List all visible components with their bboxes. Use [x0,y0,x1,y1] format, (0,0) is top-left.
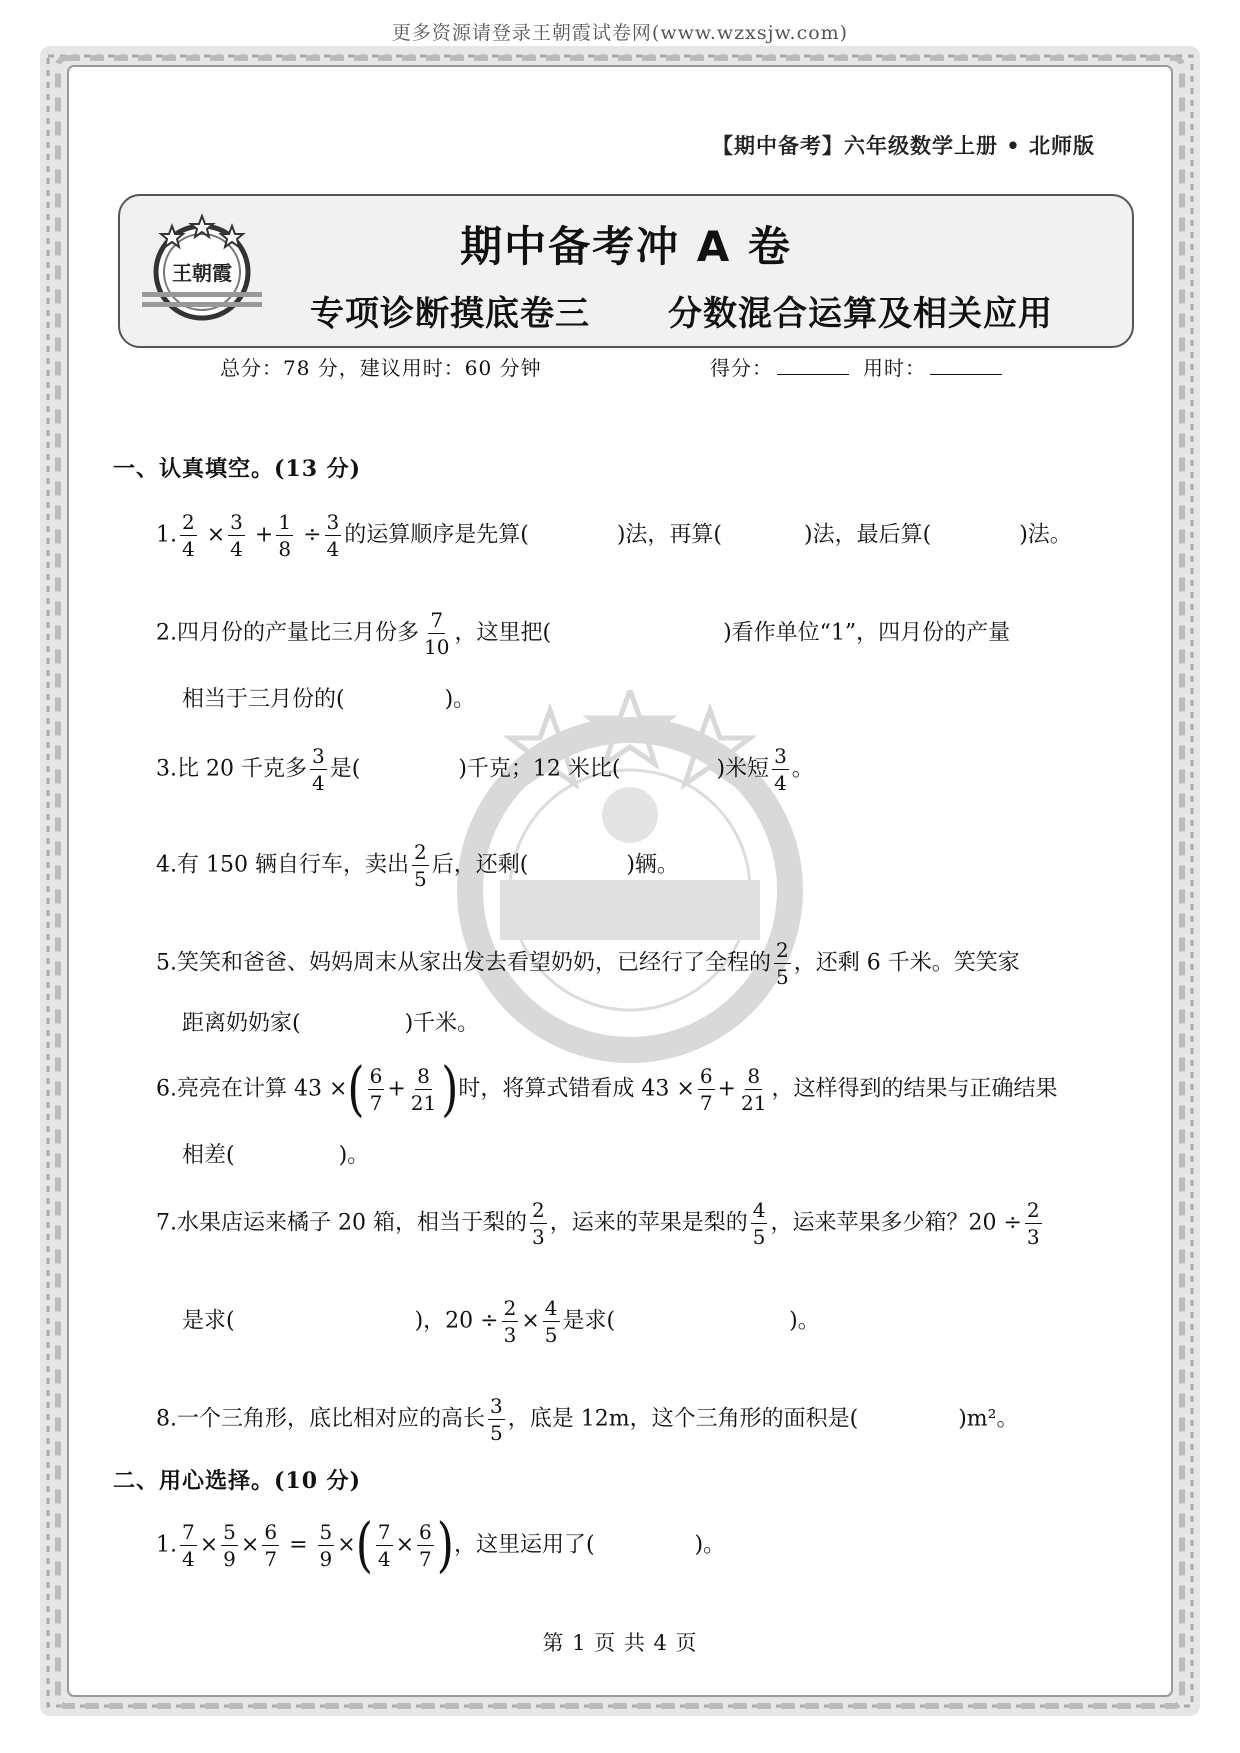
fraction: $\frac{2}{5}$ [413,840,427,891]
fraction: $\frac{7}{4}$ [182,1520,195,1571]
fraction: $\frac{6}{7}$ [369,1064,383,1115]
fraction: $\frac{7}{4}$ [377,1520,391,1571]
series-label: 【期中备考】六年级数学上册 • 北师版 [711,133,1095,158]
fraction: $\frac{6}{7}$ [419,1520,432,1571]
fraction: $\frac{3}{4}$ [311,744,325,795]
logo-text: 王朝霞 [172,261,232,285]
score-time-fields [710,352,1016,381]
fraction: $\frac{5}{9}$ [223,1520,236,1571]
question-2: 2.四月份的产量比三月份多 $\frac{7}{10}$ ，这里把( )看作单位“1”，四月份的产量 [156,608,1011,659]
section-choice-title: 二、用心选择。(10 分) [113,1468,362,1494]
page-footer: 第 1 页 共 4 页 [542,1631,698,1655]
fraction: $\frac{2}{3}$ [1026,1198,1040,1249]
choice-question-1: 1. $\frac{7}{4}$ × $\frac{5}{9}$ × $\frac{6}{7}$ = $\frac{5}{9}$ ×( $\frac{7}{4}$ × $\frac{6}{7}$ )，这里运用了( )。 [156,1510,726,1580]
fraction: $\frac{2}{3}$ [503,1296,517,1347]
time-label: 用时： [863,356,926,380]
question-6-line-2: 相差( )。 [182,1143,370,1168]
time-blank[interactable] [930,374,1002,375]
question-7-line-2: 是求( )，20 ÷ $\frac{2}{3}$ × $\frac{4}{5}$ 是求( )。 [182,1296,820,1347]
fraction: $\frac{5}{9}$ [319,1520,333,1571]
fraction: $\frac{2}{5}$ [776,938,789,989]
score-blank[interactable] [777,374,849,375]
fraction: $\frac{6}{7}$ [699,1064,713,1115]
fraction: $\frac{3}{4}$ [230,510,243,561]
question-6: 6.亮亮在计算 43 ×( $\frac{6}{7}$ + $\frac{8}{21}$ )时，将算式错看成 43 × $\frac{6}{7}$ + $\frac{8}{21}$ ，这样得到的结果与正确结果 [156,1054,1058,1124]
question-5-line-2: 距离奶奶家( )千米。 [182,1011,480,1036]
fraction: $\frac{2}{4}$ [182,510,195,561]
question-2-line-2: 相当于三月份的( )。 [182,687,476,712]
sub-title: 专项诊断摸底卷三 [310,294,590,334]
question-1: 1. $\frac{2}{4}$ × $\frac{3}{4}$ + $\frac{1}{8}$ ÷ $\frac{3}{4}$ 的运算顺序是先算( )法，再算( )法，最后算( )法。 [156,510,1072,561]
fraction: $\frac{4}{5}$ [752,1198,766,1249]
top-url-banner: 更多资源请登录王朝霞试卷网(www.wzxsjw.com) [391,22,849,44]
fraction: $\frac{4}{5}$ [544,1296,558,1347]
header-box [118,194,1134,348]
fraction: $\frac{8}{21}$ [410,1064,437,1115]
fraction: $\frac{8}{21}$ [740,1064,767,1115]
question-5: 5.笑笑和爸爸、妈妈周末从家出发去看望奶奶，已经行了全程的 $\frac{2}{5}$ ，还剩 6 千米。笑笑家 [156,938,1020,989]
fraction: $\frac{7}{10}$ [424,608,450,659]
section-fill-blank-title: 一、认真填空。(13 分) [113,456,362,482]
fraction: $\frac{1}{8}$ [278,510,292,561]
exam-info: 总分：78 分，建议用时：60 分钟 [220,356,542,380]
fraction: $\frac{6}{7}$ [264,1520,278,1571]
main-title: 期中备考冲 A 卷 [460,222,792,271]
sub-topic: 分数混合运算及相关应用 [668,294,1053,334]
question-7: 7.水果店运来橘子 20 箱，相当于梨的 $\frac{2}{3}$ ，运来的苹果是梨的 $\frac{4}{5}$ ，运来苹果多少箱？20 ÷ $\frac{2}{3}$ [156,1198,1040,1249]
question-4: 4.有 150 辆自行车，卖出 $\frac{2}{5}$ 后，还剩( )辆。 [156,840,679,891]
fraction: $\frac{3}{4}$ [326,510,340,561]
question-8: 8.一个三角形，底比相对应的高长 $\frac{3}{5}$ ，底是 12m，这个三角形的面积是( )m²。 [156,1394,1019,1445]
fraction: $\frac{3}{5}$ [490,1394,503,1445]
score-label: 得分： [710,356,773,380]
question-3: 3.比 20 千克多 $\frac{3}{4}$ 是( )千克；12 米比( )米短 $\frac{3}{4}$ 。 [156,744,814,795]
fraction: $\frac{3}{4}$ [774,744,787,795]
fraction: $\frac{2}{3}$ [531,1198,545,1249]
